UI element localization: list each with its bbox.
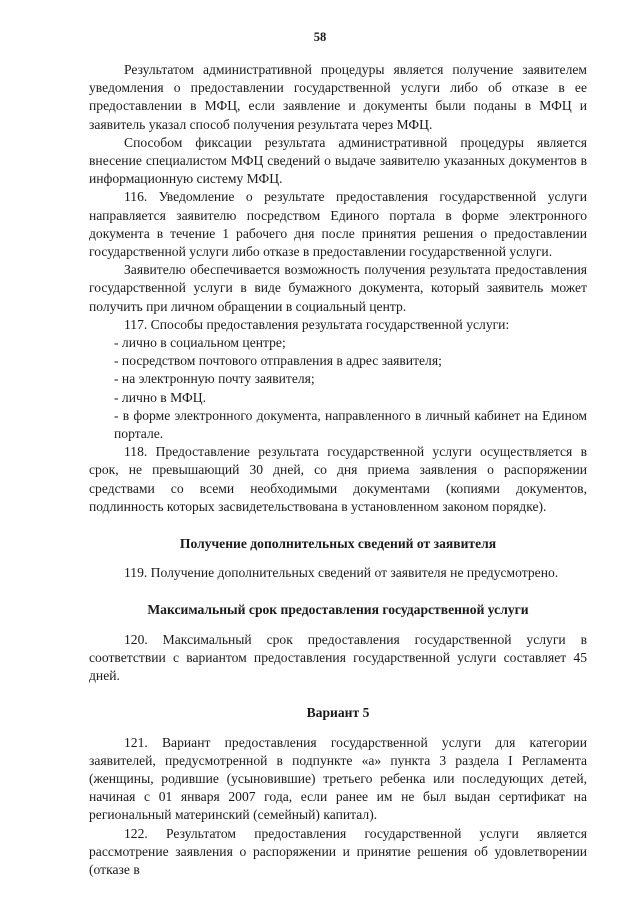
paragraph-118: 118. Предоставление результата государственной услуги осуществляется в срок, не превышающий 30 дней, со дня приема заявления о распоряжении средствами со всеми необходимыми документами (копиями документов, подлинность которых засвидетельствована в установленном законом порядке). — [89, 444, 587, 514]
list-item: - на электронную почту заявителя; — [114, 371, 315, 387]
document-body — [89, 61, 587, 879]
paragraph-fixation-method: Способом фиксации результата административной процедуры является внесение специалистом МФЦ сведений о выдаче заявителю указанных документов в информационную систему МФЦ. — [89, 134, 587, 187]
list-item: - в форме электронного документа, направленного в личный кабинет на Едином портале. — [114, 407, 587, 442]
paragraph-116: 116. Уведомление о результате предоставления государственной услуги направляется заявителю посредством Единого портала в форме электронного документа в течение 1 рабочего дня после принятия решения о предоставлении государственной услуги либо отказе в предоставлении государственной услуги. — [89, 189, 587, 260]
paragraph-result-notification: Результатом административной процедуры является получение заявителем уведомления о предоставлении государственной услуги либо об отказе в ее предоставлении в МФЦ, если заявление и документы были поданы в МФЦ и заявитель указал способ получения результата через МФЦ. — [89, 62, 587, 132]
list-item: - лично в МФЦ. — [114, 389, 206, 405]
list-item: - лично в социальном центре; — [114, 335, 286, 351]
paragraph-120: 120. Максимальный срок предоставления государственной услуги в соответствии с вариантом предоставления государственной услуги составляет 45 дней. — [89, 631, 587, 684]
paragraph-paper-document: Заявителю обеспечивается возможность получения результата предоставления государственной услуги в виде бумажного документа, который заявитель может получить при личном обращении в социальный центр. — [89, 262, 587, 314]
page-number: 58 — [313, 30, 327, 44]
list-item: - посредством почтового отправления в адрес заявителя; — [114, 353, 442, 369]
paragraph-119: 119. Получение дополнительных сведений от заявителя не предусмотрено. — [124, 565, 559, 581]
section-heading-max-term: Максимальный срок предоставления государственной услуги — [147, 602, 529, 618]
paragraph-121: 121. Вариант предоставления государственной услуги для категории заявителей, предусмотренной в подпункте «а» пункта 3 раздела I Регламента (женщины, родившие (усыновившие) третьего ребенка или последующих детей, начиная с 01 января 2007 года, если ранее им не был выдан сертификат на региональный материнский (семейный) капитал). — [89, 734, 587, 823]
section-heading-variant-5: Вариант 5 — [306, 705, 370, 721]
section-heading-additional-info: Получение дополнительных сведений от заявителя — [179, 536, 497, 552]
paragraph-117: 117. Способы предоставления результата государственной услуги: — [124, 316, 510, 332]
paragraph-122: 122. Результатом предоставления государственной услуги является рассмотрение заявления о распоряжении и принятие решения об удовлетворении (отказе в — [89, 825, 587, 877]
